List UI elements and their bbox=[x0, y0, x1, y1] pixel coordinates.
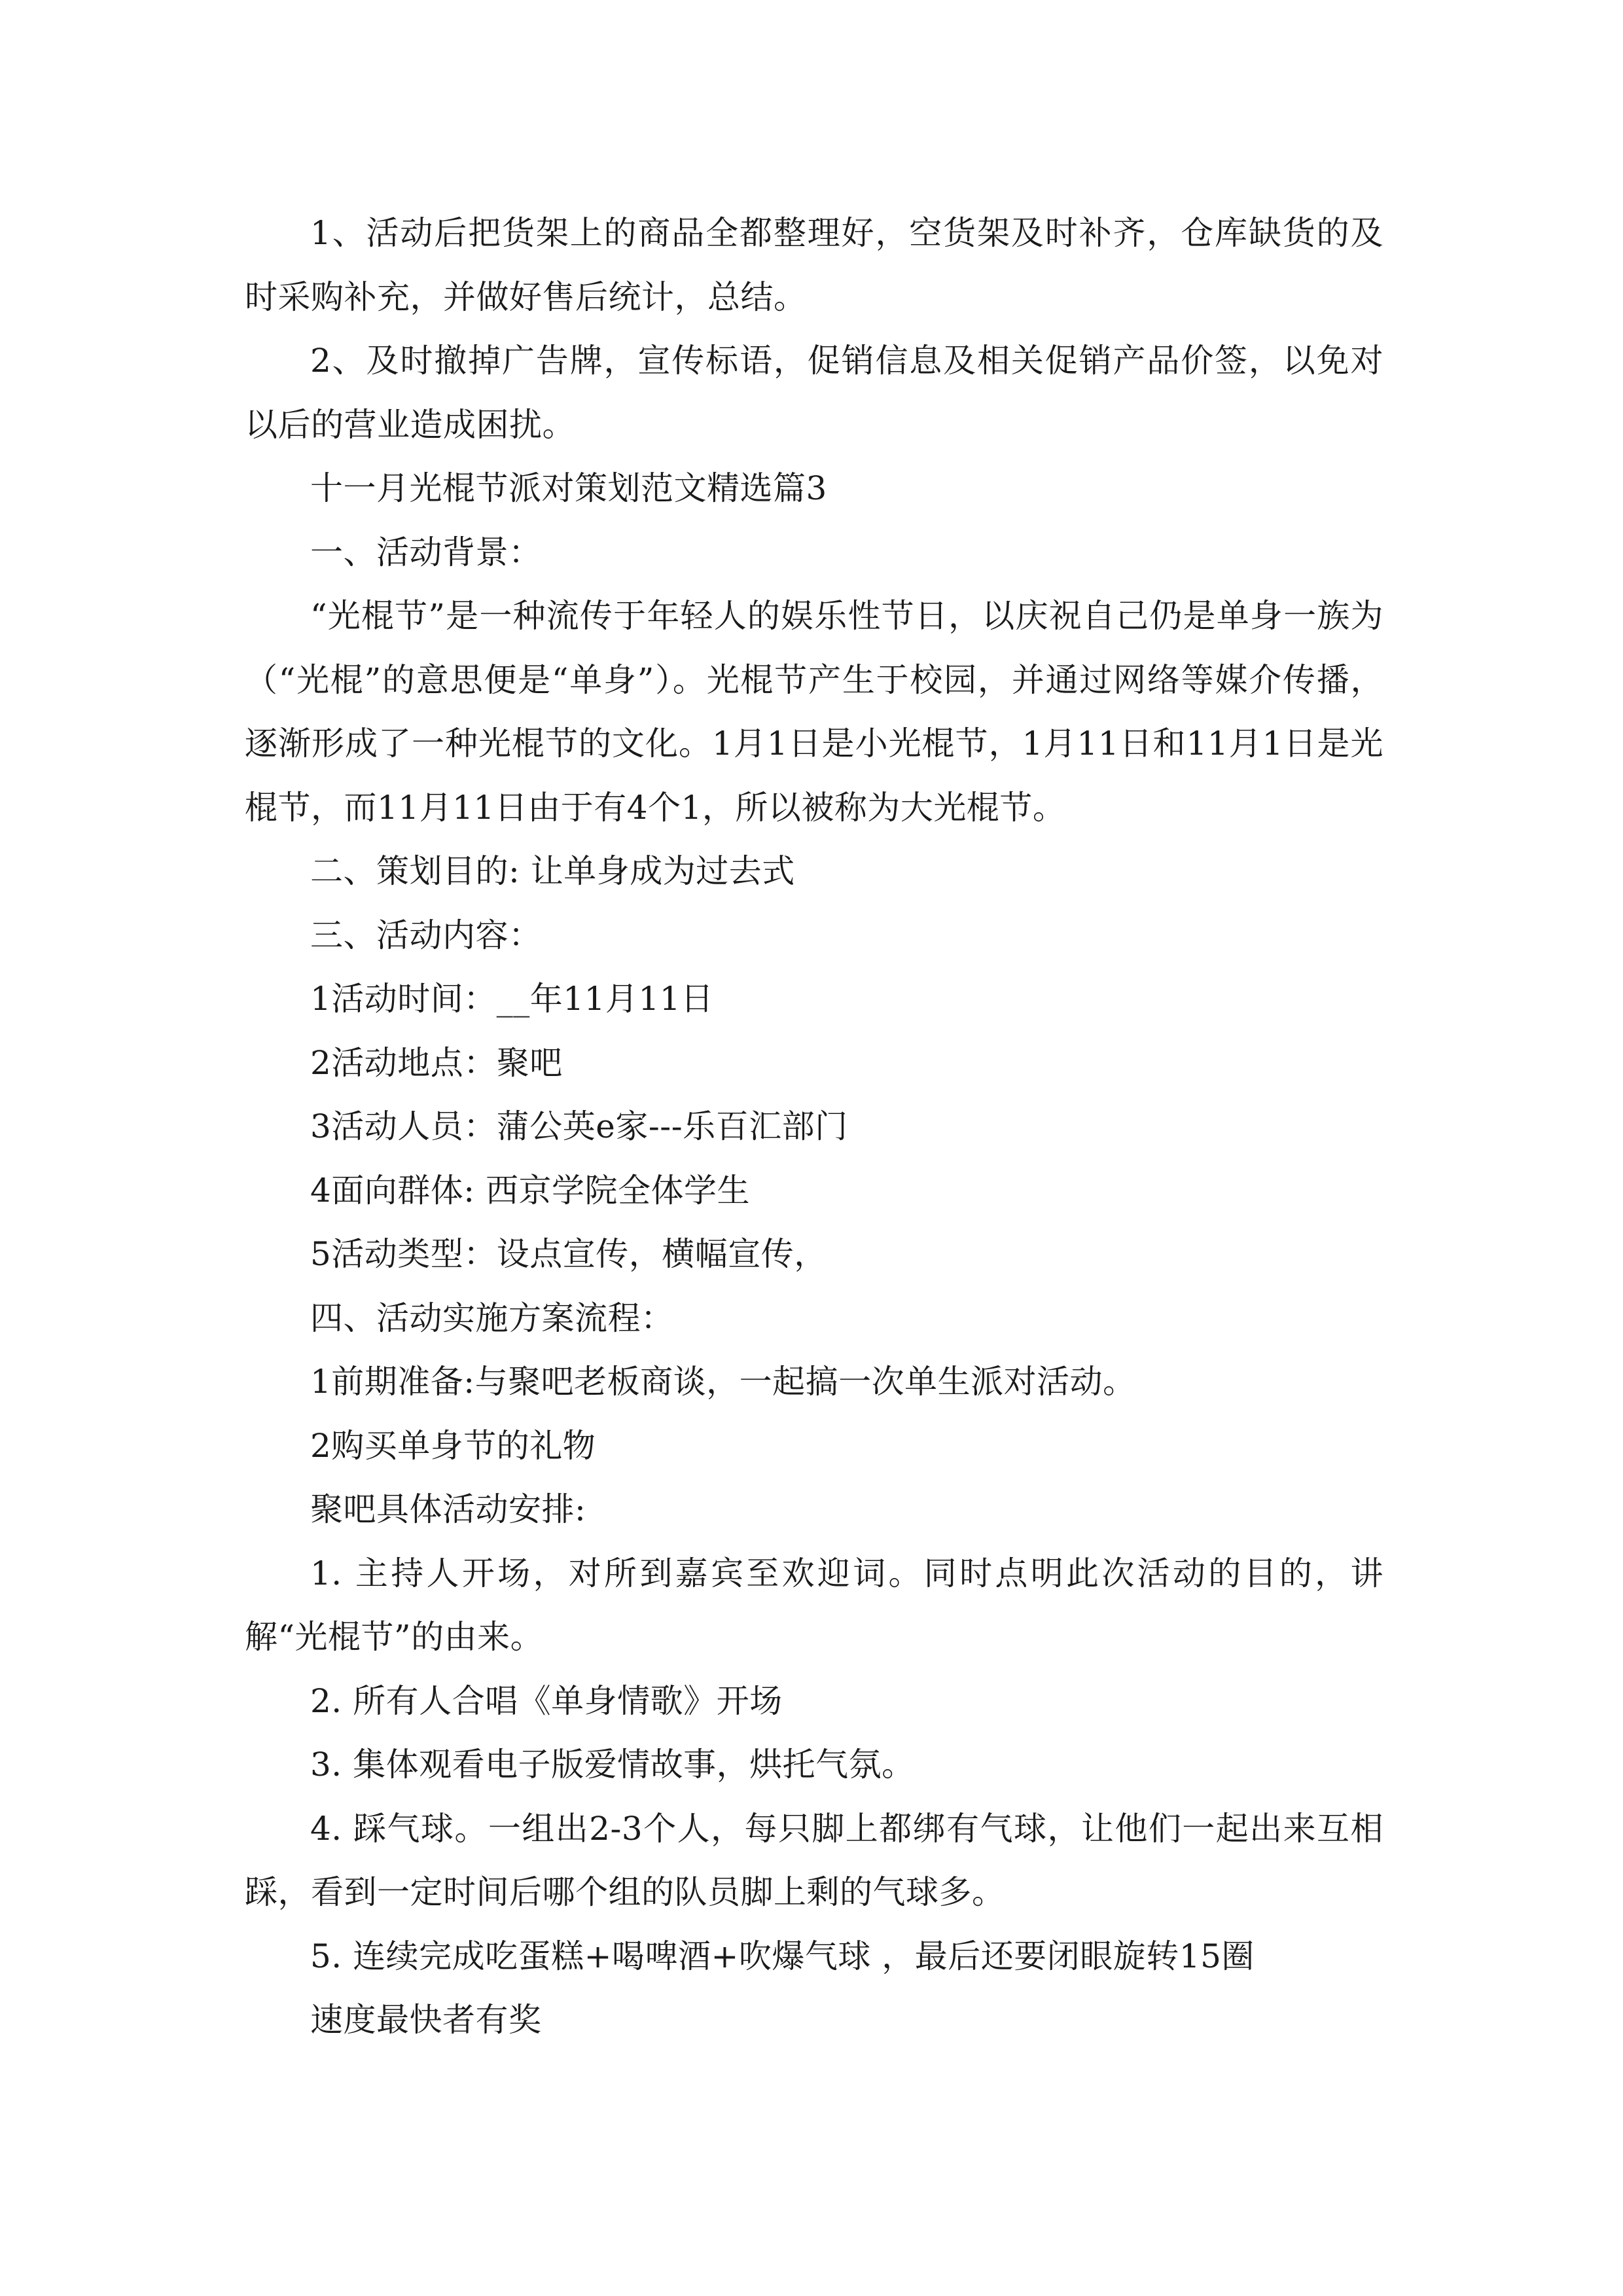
item-location: 2活动地点：聚吧 bbox=[310, 1043, 563, 1082]
schedule-item-5-note: 速度最快者有奖 bbox=[310, 2001, 542, 2039]
paragraph-after-activity-2: 2、及时撤掉广告牌，宣传标语，促销信息及相关促销产品价签，以免对以后的营业造成困扰。 bbox=[245, 342, 1383, 444]
heading-process: 四、活动实施方案流程： bbox=[310, 1299, 674, 1337]
paragraph-after-activity-1: 1、活动后把货架上的商品全都整理好，空货架及时补齐，仓库缺货的及时采购补充，并做好售后统计，总结。 bbox=[245, 214, 1383, 316]
item-staff: 3活动人员：蒲公英e家---乐百汇部门 bbox=[310, 1107, 848, 1145]
item-audience: 4面向群体: 西京学院全体学生 bbox=[310, 1171, 751, 1210]
heading-content: 三、活动内容： bbox=[310, 916, 542, 954]
item-time: 1活动时间：__年11月11日 bbox=[310, 980, 714, 1018]
item-gifts: 2购买单身节的礼物 bbox=[310, 1426, 596, 1465]
heading-background: 一、活动背景： bbox=[310, 533, 542, 571]
heading-schedule: 聚吧具体活动安排: bbox=[310, 1490, 586, 1528]
schedule-item-2: 2. 所有人合唱《单身情歌》开场 bbox=[310, 1681, 783, 1720]
schedule-item-3: 3. 集体观看电子版爱情故事，烘托气氛。 bbox=[310, 1746, 915, 1784]
paragraph-background: “光棍节”是一种流传于年轻人的娱乐性节日，以庆祝自己仍是单身一族为（“光棍”的意思便是“单身”）。光棍节产生于校园，并通过网络等媒介传播，逐渐形成了一种光棍节的文化。1月1日是小光棍节，1月11日和11月1日是光棍节，而11月11日由于有4个1，所以被称为大光棍节。 bbox=[245, 597, 1383, 827]
item-type: 5活动类型：设点宣传，横幅宣传， bbox=[310, 1235, 827, 1273]
item-preparation: 1前期准备:与聚吧老板商谈，一起搞一次单生派对活动。 bbox=[310, 1363, 1136, 1401]
schedule-item-1: 1. 主持人开场，对所到嘉宾至欢迎词。同时点明此次活动的目的，讲解“光棍节”的由来。 bbox=[245, 1554, 1383, 1656]
heading-purpose: 二、策划目的: 让单身成为过去式 bbox=[310, 852, 795, 890]
schedule-item-5: 5. 连续完成吃蛋糕+喝啤酒+吹爆气球 ，最后还要闭眼旋转15圈 bbox=[310, 1937, 1255, 1975]
document-body bbox=[245, 202, 1383, 2053]
schedule-item-4: 4. 踩气球。一组出2-3个人，每只脚上都绑有气球，让他们一起出来互相踩，看到一定时间后哪个组的队员脚上剩的气球多。 bbox=[245, 1809, 1383, 1911]
section-title: 十一月光棍节派对策划范文精选篇3 bbox=[310, 469, 827, 507]
